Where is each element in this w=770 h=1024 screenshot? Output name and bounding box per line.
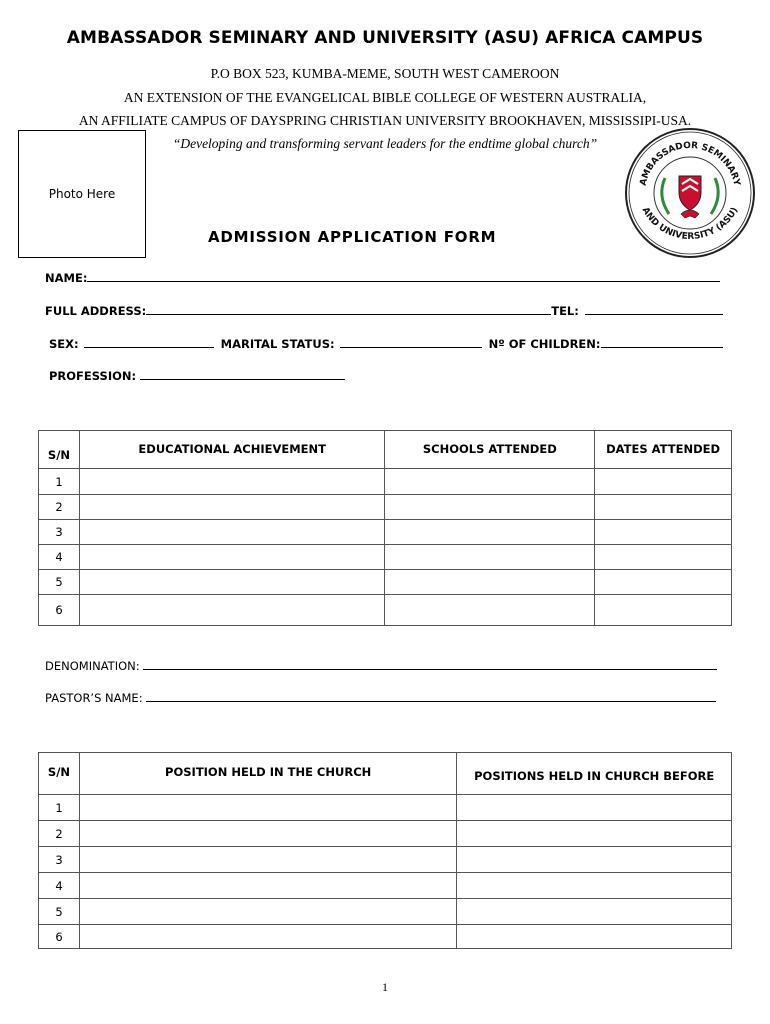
- church-cell[interactable]: [79, 847, 456, 873]
- row-number: 6: [39, 595, 80, 626]
- church-cell[interactable]: [79, 821, 456, 847]
- table-row: [39, 595, 732, 626]
- page-number: 1: [382, 980, 388, 994]
- church-header-position: POSITION HELD IN THE CHURCH: [79, 753, 456, 795]
- profession-field[interactable]: [49, 368, 345, 383]
- church-positions-table: [38, 752, 732, 949]
- table-row: [39, 795, 732, 821]
- church-cell[interactable]: [457, 821, 732, 847]
- photo-box[interactable]: [18, 130, 146, 258]
- form-title: ADMISSION APPLICATION FORM: [208, 228, 497, 246]
- church-header-before: POSITIONS HELD IN CHURCH BEFORE: [457, 753, 732, 795]
- sex-label: SEX:: [49, 337, 79, 351]
- church-cell[interactable]: [79, 795, 456, 821]
- row-number: 2: [39, 821, 80, 847]
- row-number: 4: [39, 873, 80, 899]
- edu-cell[interactable]: [79, 595, 385, 626]
- children-label: Nº OF CHILDREN:: [488, 337, 601, 351]
- denomination-label: DENOMINATION:: [45, 659, 140, 673]
- profession-label: PROFESSION:: [49, 369, 137, 383]
- edu-cell[interactable]: [79, 495, 385, 520]
- full-address-field[interactable]: [45, 303, 723, 318]
- edu-cell[interactable]: [79, 520, 385, 545]
- edu-cell[interactable]: [595, 595, 732, 626]
- row-number: 3: [39, 847, 80, 873]
- church-cell[interactable]: [457, 873, 732, 899]
- institution-title: AMBASSADOR SEMINARY AND UNIVERSITY (ASU) AFRICA CAMPUS: [66, 28, 704, 48]
- profession-input-line[interactable]: [140, 368, 345, 380]
- row-number: 1: [39, 795, 80, 821]
- table-row: [39, 570, 732, 595]
- address-line-2: AN EXTENSION OF THE EVANGELICAL BIBLE COLLEGE OF WESTERN AUSTRALIA,: [123, 90, 647, 105]
- pastor-name-field[interactable]: [45, 690, 716, 705]
- edu-cell[interactable]: [385, 545, 595, 570]
- tel-input-line[interactable]: [585, 303, 723, 315]
- name-field[interactable]: [45, 270, 720, 285]
- row-number: 5: [39, 899, 80, 925]
- edu-header-dates: DATES ATTENDED: [595, 431, 732, 469]
- pastor-name-input-line[interactable]: [146, 690, 716, 702]
- table-row: [39, 520, 732, 545]
- edu-header-sn: S/N: [39, 431, 80, 469]
- church-cell[interactable]: [457, 847, 732, 873]
- edu-cell[interactable]: [385, 570, 595, 595]
- name-label: NAME:: [45, 271, 88, 285]
- svg-text:AND UNIVERSITY (ASU): AND UNIVERSITY (ASU): [639, 205, 741, 243]
- full-address-input-line[interactable]: [146, 303, 551, 315]
- denomination-input-line[interactable]: [143, 658, 717, 670]
- table-row: [39, 873, 732, 899]
- table-row: [39, 847, 732, 873]
- marital-status-input-line[interactable]: [340, 336, 482, 348]
- row-number: 5: [39, 570, 80, 595]
- church-cell[interactable]: [79, 873, 456, 899]
- table-row: [39, 899, 732, 925]
- edu-cell[interactable]: [595, 469, 732, 495]
- pastor-name-label: PASTOR’S NAME:: [45, 691, 143, 705]
- edu-cell[interactable]: [595, 520, 732, 545]
- svg-text:AMBASSADOR SEMINARY: AMBASSADOR SEMINARY: [638, 140, 742, 187]
- photo-label: Photo Here: [48, 187, 116, 201]
- sex-input-line[interactable]: [84, 336, 214, 348]
- edu-cell[interactable]: [385, 595, 595, 626]
- row-number: 2: [39, 495, 80, 520]
- name-input-line[interactable]: [87, 270, 720, 282]
- marital-status-label: MARITAL STATUS:: [220, 337, 335, 351]
- church-cell[interactable]: [457, 925, 732, 949]
- edu-cell[interactable]: [595, 545, 732, 570]
- address-line-1: P.O BOX 523, KUMBA-MEME, SOUTH WEST CAMEROON: [210, 66, 560, 81]
- edu-cell[interactable]: [79, 545, 385, 570]
- edu-cell[interactable]: [385, 495, 595, 520]
- edu-cell[interactable]: [79, 570, 385, 595]
- church-header-sn: S/N: [39, 753, 80, 795]
- full-address-label: FULL ADDRESS:: [45, 304, 147, 318]
- table-row: [39, 545, 732, 570]
- edu-header-schools: SCHOOLS ATTENDED: [385, 431, 595, 469]
- edu-cell[interactable]: [79, 469, 385, 495]
- edu-cell[interactable]: [385, 520, 595, 545]
- church-cell[interactable]: [457, 795, 732, 821]
- church-cell[interactable]: [79, 899, 456, 925]
- row-number: 6: [39, 925, 80, 949]
- edu-cell[interactable]: [595, 570, 732, 595]
- church-cell[interactable]: [79, 925, 456, 949]
- motto: “Developing and transforming servant leaders for the endtime global church”: [172, 136, 598, 151]
- address-line-3: AN AFFILIATE CAMPUS OF DAYSPRING CHRISTIAN UNIVERSITY BROOKHAVEN, MISSISSIPI-USA.: [78, 113, 692, 128]
- university-seal: [623, 126, 757, 260]
- denomination-field[interactable]: [45, 658, 717, 673]
- children-input-line[interactable]: [601, 336, 723, 348]
- edu-cell[interactable]: [385, 469, 595, 495]
- table-row: [39, 925, 732, 949]
- sex-marital-children-row: [49, 336, 723, 351]
- table-row: [39, 469, 732, 495]
- table-row: [39, 495, 732, 520]
- edu-cell[interactable]: [595, 495, 732, 520]
- row-number: 1: [39, 469, 80, 495]
- tel-label: TEL:: [551, 304, 579, 318]
- row-number: 4: [39, 545, 80, 570]
- education-table: [38, 430, 732, 626]
- table-row: [39, 821, 732, 847]
- row-number: 3: [39, 520, 80, 545]
- edu-header-achievement: EDUCATIONAL ACHIEVEMENT: [79, 431, 385, 469]
- church-cell[interactable]: [457, 899, 732, 925]
